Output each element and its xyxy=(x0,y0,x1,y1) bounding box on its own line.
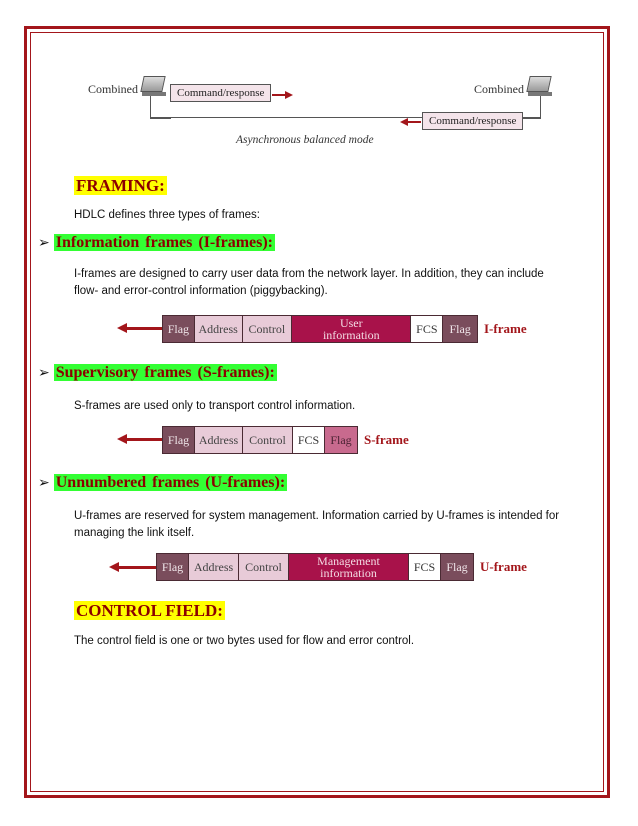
i-frame-info: User information xyxy=(292,316,411,342)
control-field-heading: CONTROL FIELD: xyxy=(76,601,223,620)
u-frame-flag: Flag xyxy=(157,554,189,580)
i-frames-heading-row xyxy=(38,234,275,252)
command-response-box-bottom: Command/response xyxy=(422,112,523,130)
i-frame-flag-end: Flag xyxy=(443,316,477,342)
bullet-arrow-icon: ➢ xyxy=(38,366,50,381)
u-frames-heading: Unnumbered frames (U-frames): xyxy=(55,474,286,491)
abm-caption: Asynchronous balanced mode xyxy=(236,134,374,146)
framing-heading: FRAMING: xyxy=(76,176,165,195)
arrow-right-icon xyxy=(285,91,293,99)
u-frame-fcs: FCS xyxy=(409,554,441,580)
control-field-text: The control field is one or two bytes used for flow and error control. xyxy=(74,635,415,647)
bullet-arrow-icon: ➢ xyxy=(38,236,50,251)
right-laptop-icon xyxy=(528,76,552,96)
u-frames-heading-row xyxy=(38,474,287,492)
i-frame-control: Control xyxy=(243,316,293,342)
arrow-right-line xyxy=(272,94,286,96)
u-frame-address: Address xyxy=(189,554,239,580)
left-link-corner xyxy=(150,96,171,119)
i-frame-flag: Flag xyxy=(163,316,195,342)
s-frame-address: Address xyxy=(195,427,243,453)
s-frame-flag-end: Flag xyxy=(325,427,357,453)
s-frame-tag: S-frame xyxy=(364,432,409,447)
framing-intro: HDLC defines three types of frames: xyxy=(74,209,260,221)
u-frame-flag-end: Flag xyxy=(441,554,473,580)
i-frame-fcs: FCS xyxy=(411,316,443,342)
i-frame-tag: I-frame xyxy=(484,321,527,336)
s-frames-text: S-frames are used only to transport control information. xyxy=(74,400,356,412)
u-frame-info: Management information xyxy=(289,554,409,580)
s-frame-fcs: FCS xyxy=(293,427,325,453)
s-frame-control: Control xyxy=(243,427,293,453)
i-frames-heading: Information frames (I-frames): xyxy=(55,234,273,251)
i-frame-address: Address xyxy=(195,316,243,342)
s-frames-heading-row xyxy=(38,364,277,382)
u-frames-text: U-frames are reserved for system management. Information carried by U-frames is intended for managing the link itself. xyxy=(74,510,560,539)
arrow-left-line xyxy=(407,121,421,123)
u-frame-control: Control xyxy=(239,554,289,580)
s-frames-heading: Supervisory frames (S-frames): xyxy=(55,364,275,381)
bullet-arrow-icon: ➢ xyxy=(38,476,50,491)
s-frame-flag: Flag xyxy=(163,427,195,453)
command-response-box-top: Command/response xyxy=(170,84,271,102)
left-station-label: Combined xyxy=(88,82,138,96)
i-frames-text: I-frames are designed to carry user data from the network layer. In addition, they can include flow- and error-control information (piggybacking). xyxy=(74,268,544,297)
left-laptop-icon xyxy=(142,76,166,96)
u-frame-tag: U-frame xyxy=(480,559,527,574)
right-station-label: Combined xyxy=(474,82,524,96)
